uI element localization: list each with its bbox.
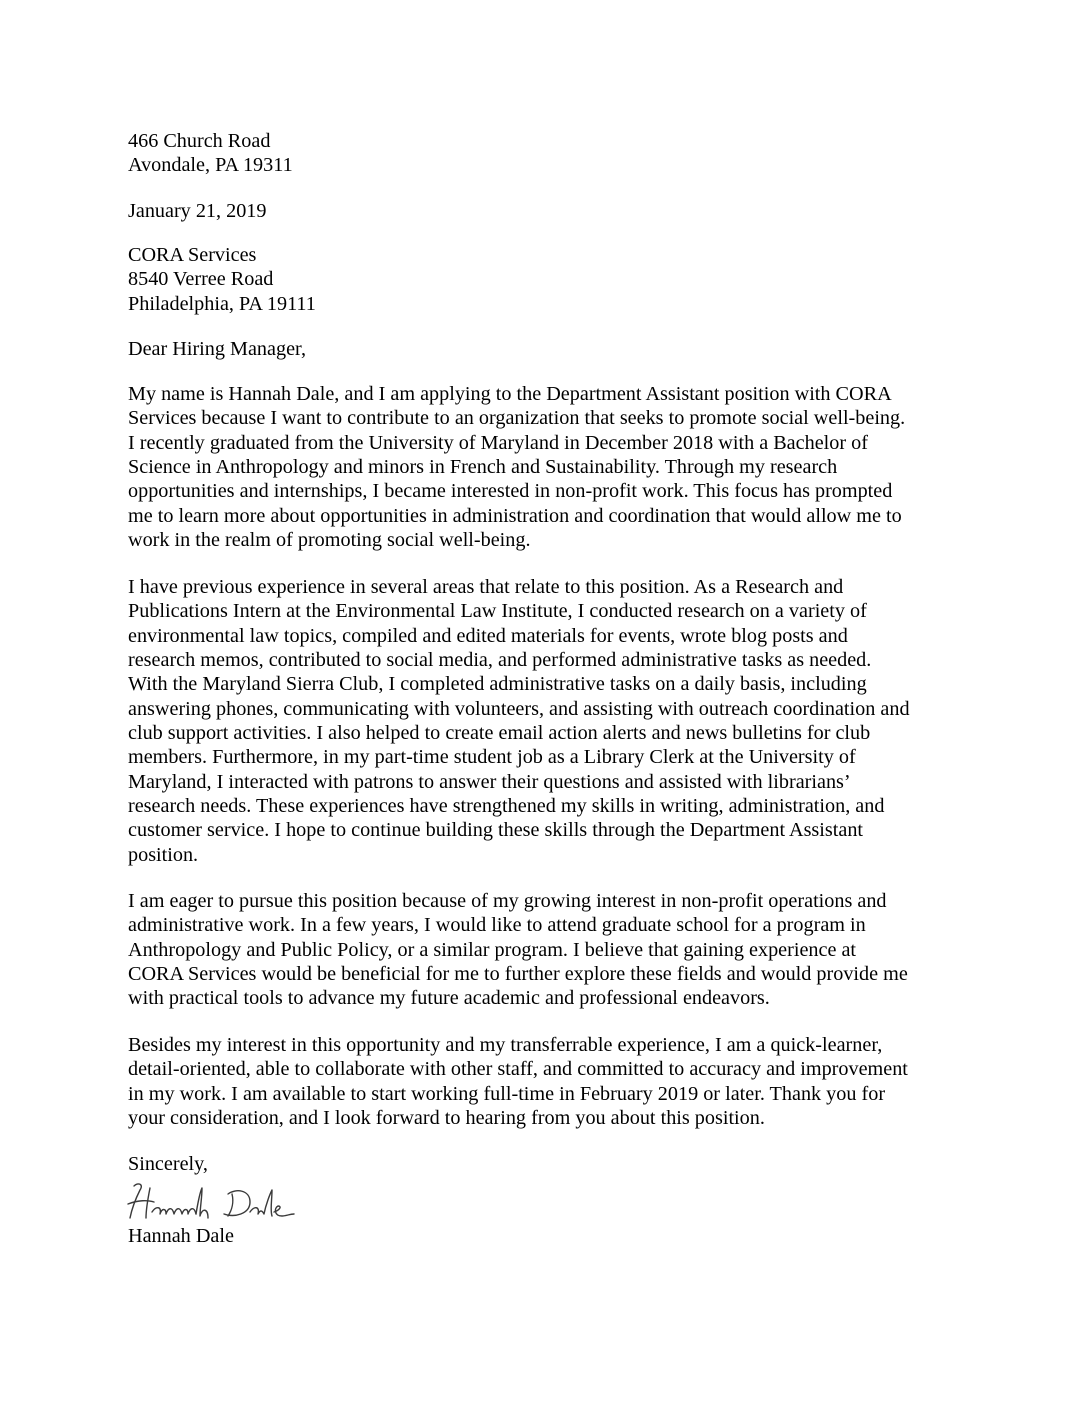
paragraph-line: environmental law topics, compiled and edited materials for events, wrote blog posts and bbox=[128, 624, 848, 647]
paragraph-line: position. bbox=[128, 843, 199, 866]
paragraph-line: opportunities and internships, I became interested in non-profit work. This focus has prompted bbox=[128, 480, 893, 503]
paragraph-line: in my work. I am available to start working full-time in February 2019 or later. Thank you for bbox=[128, 1082, 886, 1105]
paragraph-line: administrative work. In a few years, I would like to attend graduate school for a program in bbox=[128, 914, 866, 937]
paragraph-line: members. Furthermore, in my part-time student job as a Library Clerk at the University of bbox=[128, 746, 856, 769]
handwritten-signature-icon bbox=[124, 1178, 304, 1228]
paragraph-line: work in the realm of promoting social well-being. bbox=[128, 529, 531, 552]
salutation-text: Dear Hiring Manager, bbox=[128, 338, 307, 360]
paragraph-line: club support activities. I also helped to create email action alerts and news bulletins for club bbox=[128, 722, 871, 745]
paragraph-line: me to learn more about opportunities in administration and coordination that would allow me to bbox=[128, 504, 902, 527]
paragraph-line: Anthropology and Public Policy, or a similar program. I believe that gaining experience at bbox=[128, 938, 857, 961]
recipient-city-state-zip: Philadelphia, PA 19111 bbox=[128, 292, 316, 315]
paragraph-line: research needs. These experiences have strengthened my skills in writing, administration, and bbox=[128, 795, 885, 818]
body-paragraph-3 bbox=[128, 889, 988, 1011]
paragraph-line: I am eager to pursue this position because of my growing interest in non-profit operations and bbox=[128, 890, 887, 912]
paragraph-line: research memos, contributed to social media, and performed administrative tasks as needed. bbox=[128, 649, 872, 672]
paragraph-line: detail-oriented, able to collaborate with other staff, and committed to accuracy and improvement bbox=[128, 1058, 908, 1081]
paragraph-line: My name is Hannah Dale, and I am applying to the Department Assistant position with CORA bbox=[128, 383, 892, 405]
sender-address bbox=[128, 129, 293, 178]
paragraph-line: I recently graduated from the University of Maryland in December 2018 with a Bachelor of bbox=[128, 431, 868, 454]
paragraph-line: Maryland, I interacted with patrons to answer their questions and assisted with librarians’ bbox=[128, 770, 851, 793]
body-paragraph-1 bbox=[128, 382, 988, 552]
signed-name-text: Hannah Dale bbox=[128, 1225, 234, 1247]
salutation bbox=[128, 337, 306, 361]
sender-city-state-zip: Avondale, PA 19311 bbox=[128, 154, 293, 177]
paragraph-line: Besides my interest in this opportunity and my transferrable experience, I am a quick-learner, bbox=[128, 1034, 883, 1056]
body-paragraph-2 bbox=[128, 575, 988, 867]
paragraph-line: your consideration, and I look forward to hearing from you about this position. bbox=[128, 1107, 765, 1130]
recipient-organization: CORA Services bbox=[128, 244, 257, 266]
paragraph-line: Science in Anthropology and minors in French and Sustainability. Through my research bbox=[128, 456, 838, 479]
body-paragraph-4 bbox=[128, 1033, 988, 1130]
paragraph-line: I have previous experience in several areas that relate to this position. As a Research and bbox=[128, 576, 844, 598]
sender-street: 466 Church Road bbox=[128, 130, 271, 152]
paragraph-line: Publications Intern at the Environmental Law Institute, I conducted research on a variety of bbox=[128, 600, 867, 623]
recipient-address bbox=[128, 243, 316, 316]
signed-name bbox=[128, 1224, 234, 1248]
recipient-street: 8540 Verree Road bbox=[128, 268, 274, 291]
paragraph-line: answering phones, communicating with volunteers, and assisting with outreach coordination and bbox=[128, 697, 910, 720]
paragraph-line: Services because I want to contribute to an organization that seeks to promote social well-being. bbox=[128, 407, 906, 430]
paragraph-line: CORA Services would be beneficial for me to further explore these fields and would provide me bbox=[128, 963, 908, 986]
paragraph-line: customer service. I hope to continue building these skills through the Department Assistant bbox=[128, 819, 864, 842]
letter-date bbox=[128, 199, 266, 223]
paragraph-line: With the Maryland Sierra Club, I completed administrative tasks on a daily basis, including bbox=[128, 673, 867, 696]
closing-text: Sincerely, bbox=[128, 1153, 208, 1175]
paragraph-line: with practical tools to advance my future academic and professional endeavors. bbox=[128, 987, 770, 1010]
date-text: January 21, 2019 bbox=[128, 200, 267, 222]
closing bbox=[128, 1152, 208, 1176]
